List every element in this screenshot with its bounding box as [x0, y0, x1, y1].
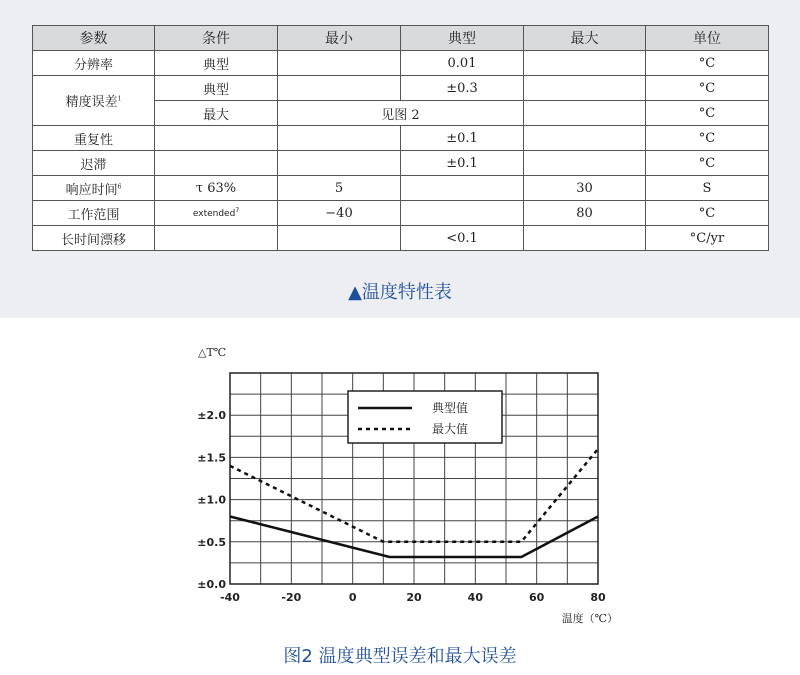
x-tick-label: 80	[590, 591, 606, 604]
y-tick-label: ±0.5	[197, 535, 226, 549]
cell-unit: °C	[646, 126, 769, 151]
param-label: 响应时间	[65, 182, 118, 198]
x-tick-label: 0	[348, 591, 357, 604]
x-tick-label: 60	[529, 591, 545, 604]
legend-box	[348, 391, 502, 443]
table-row	[33, 226, 769, 251]
header-max: 最大	[524, 26, 646, 51]
cell-param	[33, 76, 155, 126]
cell-param	[33, 176, 155, 201]
legend-label: 最大值	[432, 422, 469, 436]
cell-typ: ±0.1	[401, 126, 524, 151]
cell-min: 5	[278, 176, 401, 201]
cell-min	[278, 126, 401, 151]
x-tick-label: 40	[467, 591, 483, 604]
x-axis-label: 温度（℃）	[561, 612, 618, 625]
cell-unit: °C	[646, 76, 769, 101]
legend	[348, 391, 502, 443]
spec-table	[32, 25, 769, 251]
cell-unit: °C/yr	[646, 226, 769, 251]
x-tick-label: 20	[406, 591, 422, 604]
header-typ: 典型	[401, 26, 524, 51]
legend-label: 典型值	[432, 401, 469, 415]
y-tick-label: ±1.5	[197, 451, 226, 465]
cell-min	[278, 76, 401, 101]
cell-max: 80	[524, 201, 646, 226]
x-tick-label: -20	[281, 591, 302, 604]
param-label: 精度误差	[65, 95, 118, 110]
cell-condition	[155, 226, 278, 251]
header-condition: 条件	[155, 26, 278, 51]
table-caption: ▲温度特性表	[348, 282, 452, 303]
cell-param: 重复性	[33, 126, 155, 151]
table-row	[33, 201, 769, 226]
cell-condition: 典型	[155, 76, 278, 101]
cell-min	[278, 226, 401, 251]
condition-label: extended	[192, 209, 236, 219]
cell-min	[278, 51, 401, 76]
footnote-marker: 7	[235, 207, 240, 214]
cell-param: 工作范围	[33, 201, 155, 226]
y-axis-label: △T℃	[198, 346, 227, 359]
x-tick-label: -40	[220, 591, 240, 604]
cell-typ: 0.01	[401, 51, 524, 76]
cell-typ: ±0.3	[401, 76, 524, 101]
cell-typ: <0.1	[401, 226, 524, 251]
figure-caption: 图2 温度典型误差和最大误差	[283, 646, 517, 667]
cell-max	[524, 126, 646, 151]
cell-unit: S	[646, 176, 769, 201]
cell-unit: °C	[646, 101, 769, 126]
cell-max	[524, 226, 646, 251]
cell-typ	[401, 201, 524, 226]
cell-max	[524, 76, 646, 101]
table-header-row	[33, 26, 769, 51]
y-tick-label: ±1.0	[197, 493, 226, 507]
cell-unit: °C	[646, 51, 769, 76]
y-tick-label: ±2.0	[197, 409, 226, 423]
y-tick-label: ±0.0	[197, 578, 226, 591]
header-param: 参数	[33, 26, 155, 51]
table-row	[33, 176, 769, 201]
cell-max	[524, 101, 646, 126]
table-row	[33, 151, 769, 176]
cell-see-figure: 见图 2	[278, 101, 524, 126]
cell-condition	[155, 126, 278, 151]
cell-unit: °C	[646, 151, 769, 176]
table-row	[33, 51, 769, 76]
table-row	[33, 76, 769, 101]
cell-min: −40	[278, 201, 401, 226]
cell-condition: 典型	[155, 51, 278, 76]
cell-param: 迟滞	[33, 151, 155, 176]
cell-min	[278, 151, 401, 176]
error-chart	[0, 318, 800, 640]
footnote-marker: 1	[117, 95, 122, 103]
cell-condition: 最大	[155, 101, 278, 126]
cell-condition	[155, 151, 278, 176]
cell-max	[524, 51, 646, 76]
cell-max: 30	[524, 176, 646, 201]
cell-param: 长时间漂移	[33, 226, 155, 251]
header-min: 最小	[278, 26, 401, 51]
cell-unit: °C	[646, 201, 769, 226]
cell-condition: τ 63%	[155, 176, 278, 201]
cell-max	[524, 151, 646, 176]
footnote-marker: 6	[117, 183, 122, 191]
cell-param: 分辨率	[33, 51, 155, 76]
table-panel	[0, 0, 800, 318]
header-unit: 单位	[646, 26, 769, 51]
cell-typ	[401, 176, 524, 201]
table-row	[33, 126, 769, 151]
cell-condition	[155, 201, 278, 226]
cell-typ: ±0.1	[401, 151, 524, 176]
